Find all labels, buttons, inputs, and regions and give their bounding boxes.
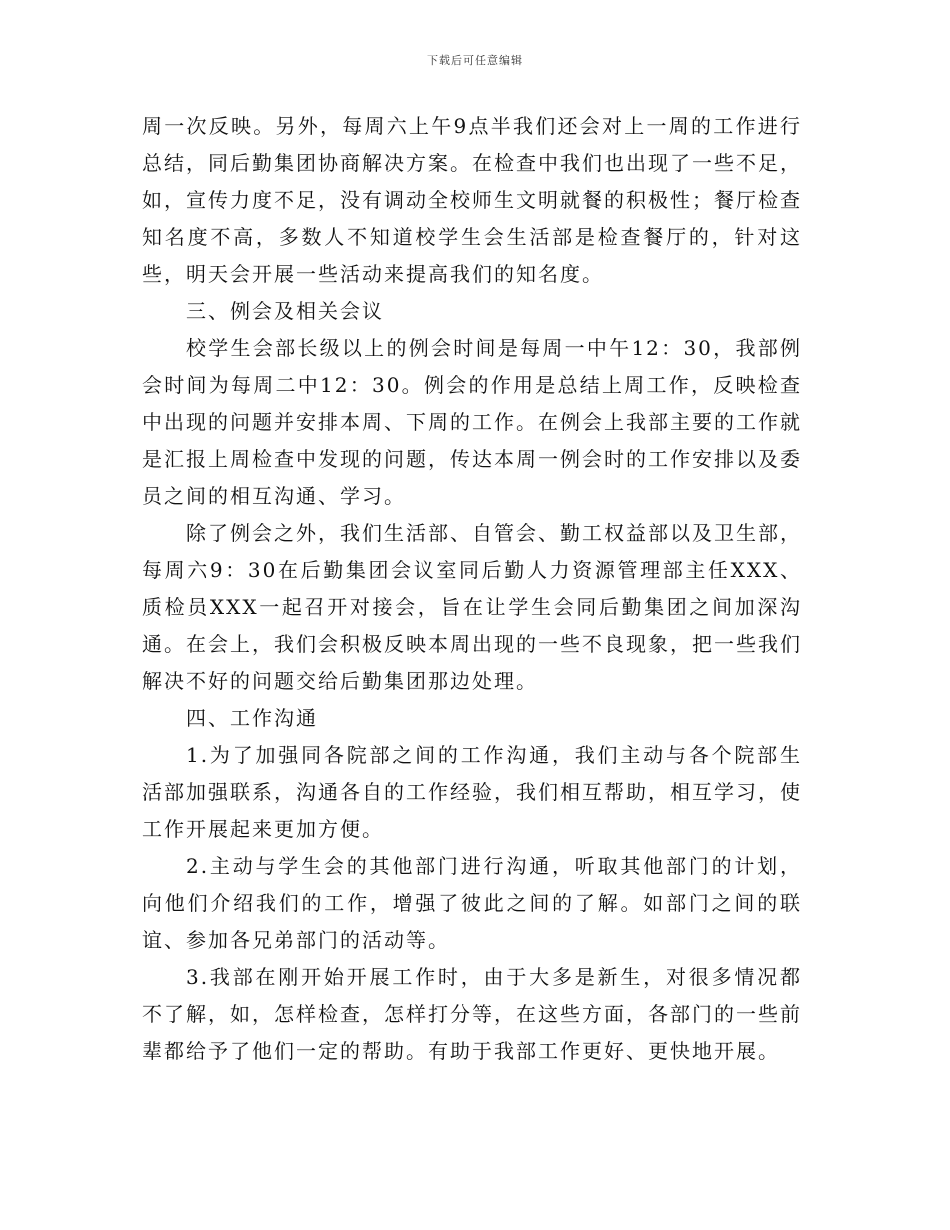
paragraph-3: 校学生会部长级以上的例会时间是每周一中午12：30，我部例会时间为每周二中12：30。例会的作用是总结上周工作，反映检查中出现的问题并安排本周、下周的工作。在例会上我部主要的工作就是汇报上周检查中发现的问题，传达本周一例会时的工作安排以及委员之间的相互沟通、学习。 (142, 336, 802, 508)
list-item-3: 3.我部在刚开始开展工作时，由于大多是新生，对很多情况都不了解，如，怎样检查，怎样打分等，在这些方面，各部门的一些前辈都给予了他们一定的帮助。有助于我部工作更好、更快地开展。 (142, 965, 802, 1063)
document-body (142, 108, 802, 1070)
section-heading-3: 三、例会及相关会议 (186, 299, 384, 323)
paragraph-4: 除了例会之外，我们生活部、自管会、勤工权益部以及卫生部，每周六9：30在后勤集团会议室同后勤人力资源管理部主任XXX、质检员XXX一起召开对接会，旨在让学生会同后勤集团之间加深沟通。在会上，我们会积极反映本周出现的一些不良现象，把一些我们解决不好的问题交给后勤集团那边处理。 (142, 521, 802, 693)
section-heading-4: 四、工作沟通 (186, 706, 318, 730)
paragraph-1: 周一次反映。另外，每周六上午9点半我们还会对上一周的工作进行总结，同后勤集团协商解决方案。在检查中我们也出现了一些不足，如，宣传力度不足，没有调动全校师生文明就餐的积极性；餐厅检查知名度不高，多数人不知道校学生会生活部是检查餐厅的，针对这些，明天会开展一些活动来提高我们的知名度。 (142, 114, 802, 286)
list-item-1: 1.为了加强同各院部之间的工作沟通，我们主动与各个院部生活部加强联系，沟通各自的工作经验，我们相互帮助，相互学习，使工作开展起来更加方便。 (142, 743, 802, 841)
page-header: 下载后可任意编辑 (427, 54, 523, 67)
list-item-2: 2.主动与学生会的其他部门进行沟通，听取其他部门的计划，向他们介绍我们的工作，增强了彼此之间的了解。如部门之间的联谊、参加各兄弟部门的活动等。 (142, 854, 802, 952)
